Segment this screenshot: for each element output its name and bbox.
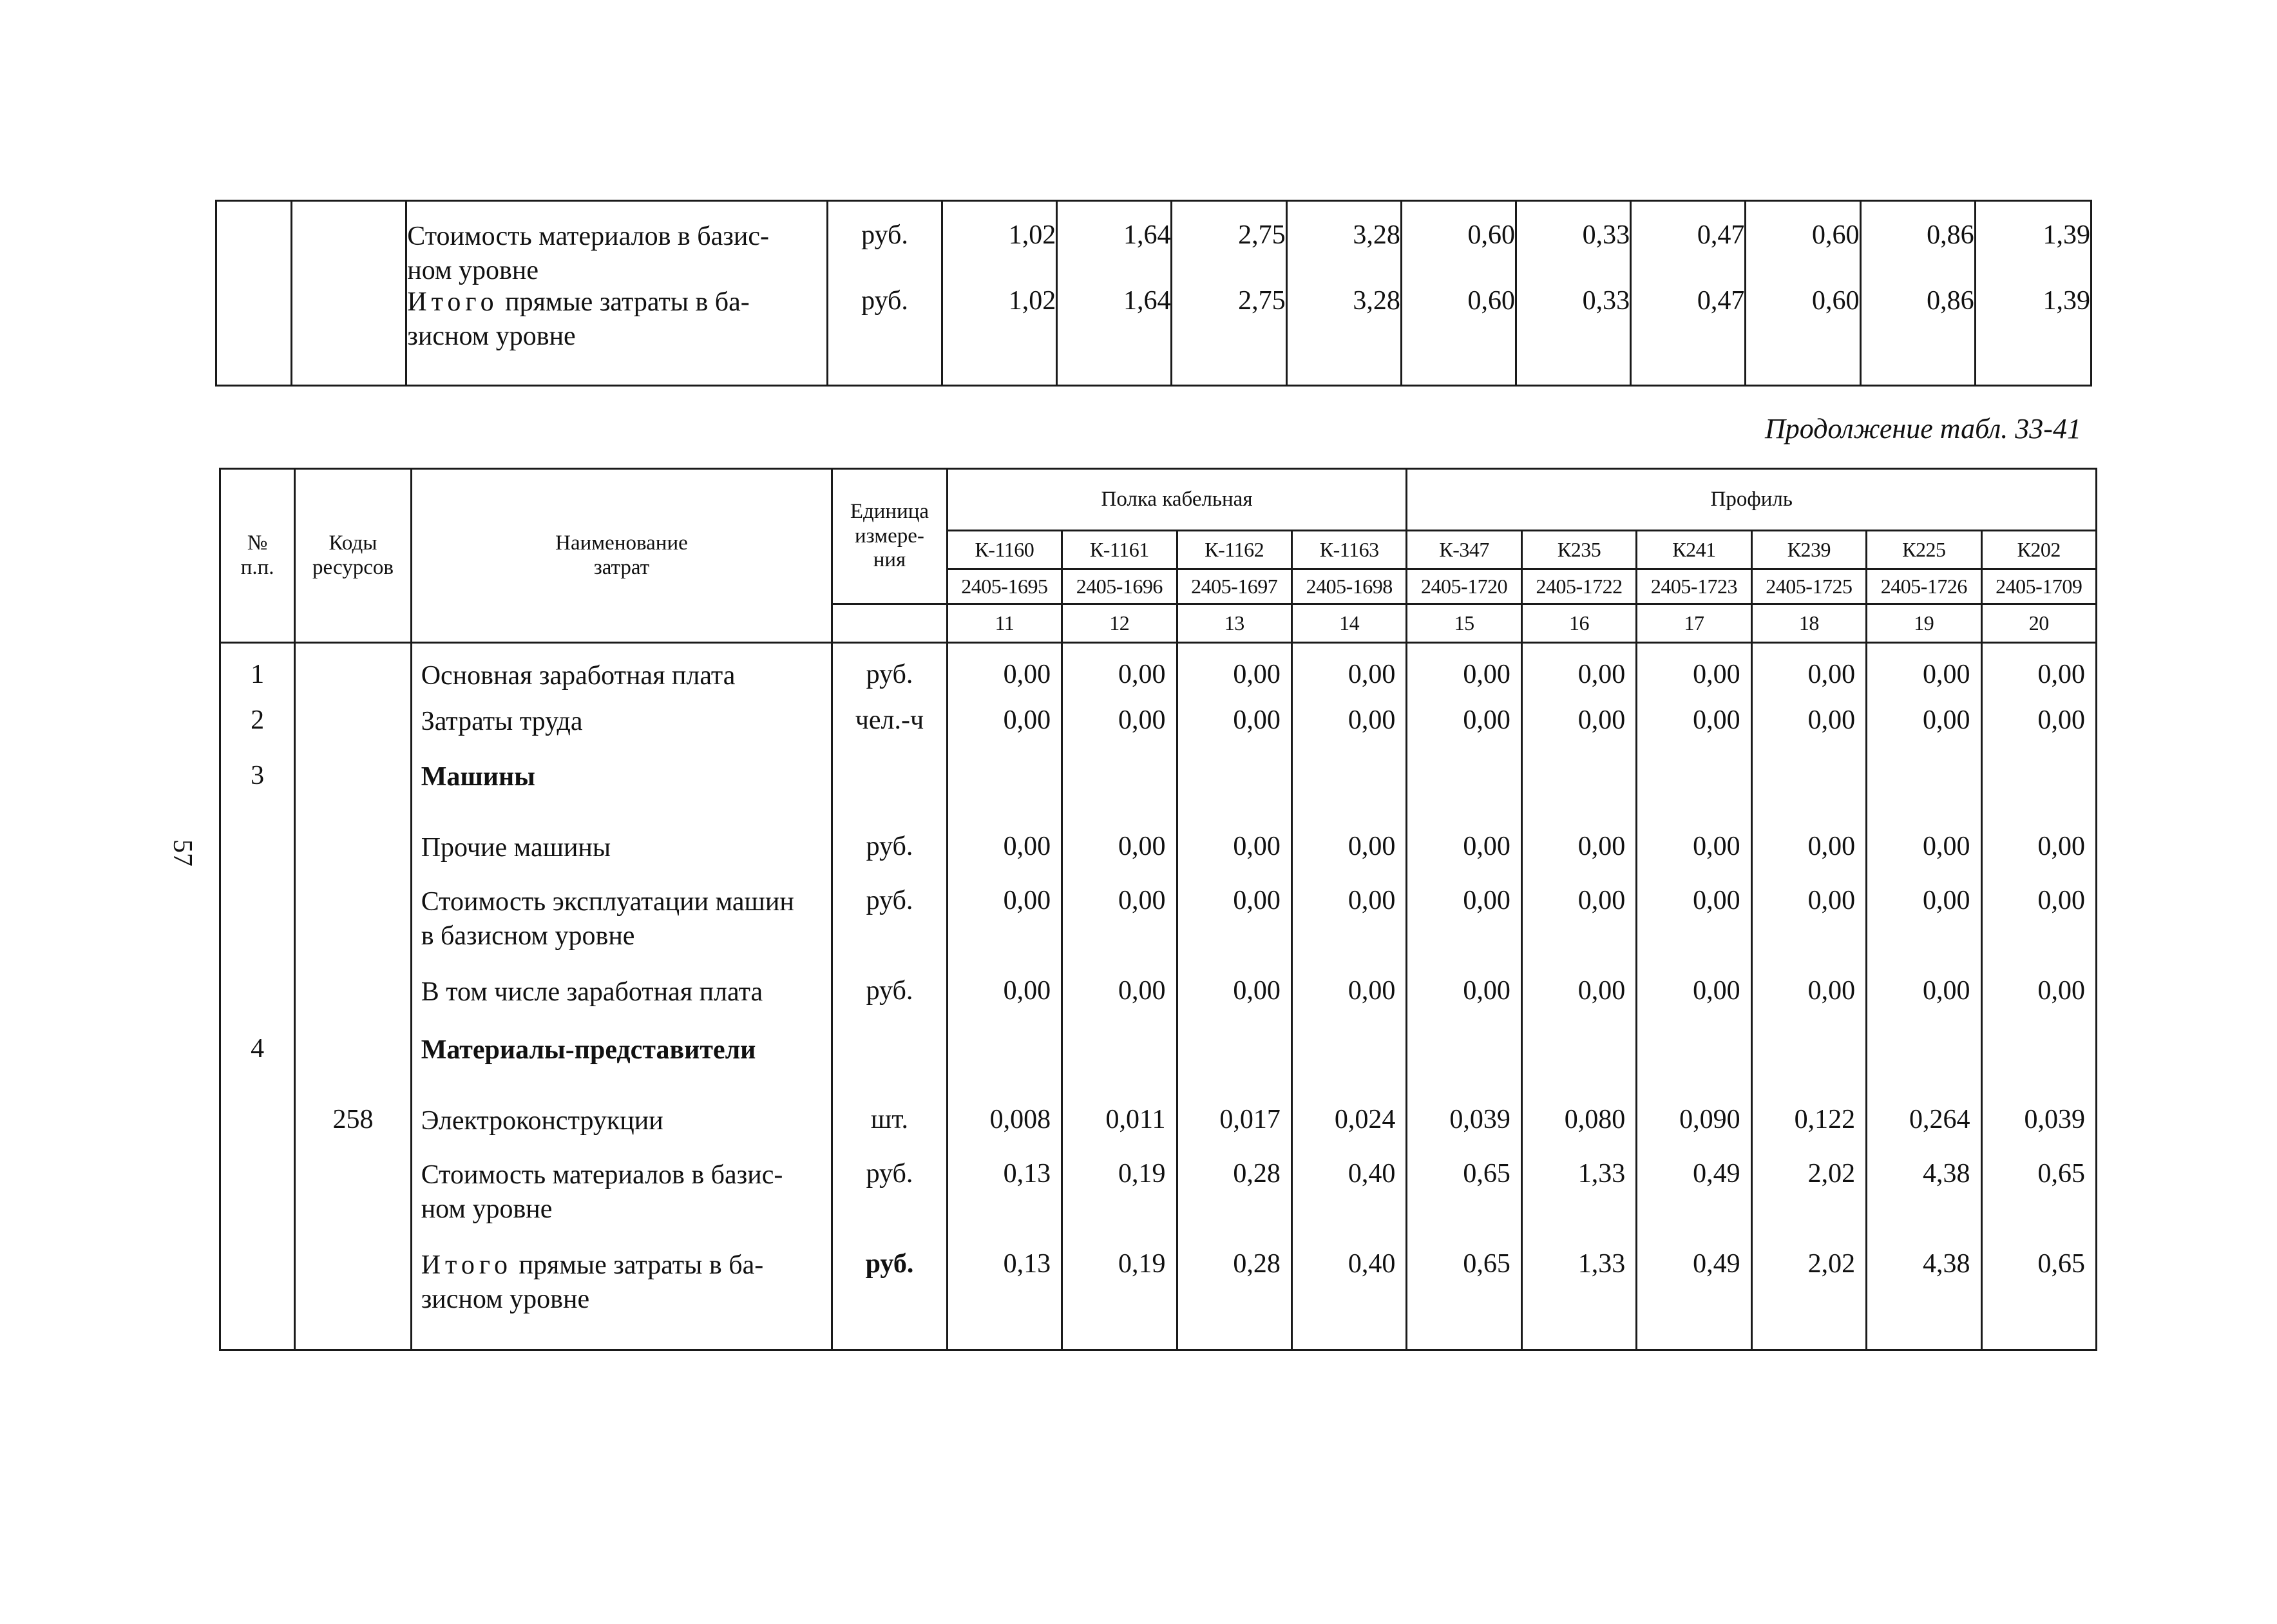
value-cell: 0,00: [1062, 969, 1177, 1027]
value-cell: 0,00: [1867, 643, 1981, 698]
value-cell: 0,00: [1291, 643, 1406, 698]
row-number: [220, 1242, 295, 1350]
value-cell: 0,00: [1521, 879, 1636, 969]
value-cell: 1,33: [1521, 1152, 1636, 1242]
header-codes-line2: ресурсов: [312, 555, 394, 579]
top-row2-value: 3,28: [1353, 286, 1400, 316]
header-column-index: 16: [1521, 604, 1636, 643]
top-row1-name-line2: ном уровне: [407, 256, 538, 286]
top-row2-value: 0,86: [1927, 286, 1974, 316]
row-number: 4: [220, 1027, 295, 1098]
top-row2-value: 1,02: [1008, 286, 1056, 316]
unit-of-measure: руб.: [832, 1152, 947, 1242]
cost-name: [411, 879, 832, 969]
value-cell: [1521, 754, 1636, 825]
value-cell: 0,00: [947, 698, 1062, 754]
value-cell: 0,00: [1637, 643, 1751, 698]
value-cell: 0,00: [1062, 825, 1177, 879]
top-row2-name-prefix: Итого: [407, 287, 499, 317]
value-cell: [1751, 754, 1866, 825]
header-column-ref: 2405-1696: [1062, 569, 1177, 604]
value-cell: 4,38: [1867, 1152, 1981, 1242]
value-cell: 0,00: [947, 825, 1062, 879]
top-row1-value: 0,86: [1927, 220, 1974, 250]
cost-name: [411, 825, 832, 879]
main-table: [219, 468, 2097, 1351]
row-number: [220, 1152, 295, 1242]
header-column-code: К-1161: [1062, 531, 1177, 569]
top-row1-value: 3,28: [1353, 220, 1400, 250]
header-group-profile: Профиль: [1407, 469, 2097, 531]
header-column-index: 15: [1407, 604, 1521, 643]
cost-name: [411, 1098, 832, 1152]
unit-of-measure: руб.: [832, 969, 947, 1027]
value-cell: 0,00: [1981, 643, 2097, 698]
value-cell: 0,19: [1062, 1242, 1177, 1350]
top-row1-value: 2,75: [1238, 220, 1286, 250]
value-cell: [1062, 754, 1177, 825]
unit-of-measure: руб.: [832, 643, 947, 698]
resource-code: [295, 1242, 411, 1350]
header-column-index: 13: [1177, 604, 1291, 643]
header-column-ref: 2405-1697: [1177, 569, 1291, 604]
value-cell: 0,011: [1062, 1098, 1177, 1152]
resource-code: [295, 1027, 411, 1098]
header-column-ref: 2405-1720: [1407, 569, 1521, 604]
resource-code: [295, 754, 411, 825]
cost-name: [411, 1027, 832, 1098]
top-row1-value: 0,60: [1812, 220, 1860, 250]
header-group-cable-shelf: Полка кабельная: [947, 469, 1407, 531]
value-cell: 0,49: [1637, 1152, 1751, 1242]
header-column-ref: 2405-1723: [1637, 569, 1751, 604]
top-row1-unit: руб.: [861, 220, 908, 250]
header-name-line1: Наименование: [555, 531, 688, 555]
unit-of-measure: [832, 754, 947, 825]
cost-name-line2: в базисном уровне: [421, 921, 635, 951]
top-value-col-3: [1172, 201, 1286, 386]
header-column-ref: 2405-1709: [1981, 569, 2097, 604]
cost-name-line1: Стоимость материалов в базис-: [421, 1160, 783, 1190]
top-row1-value: 1,02: [1008, 220, 1056, 250]
value-cell: 0,00: [1407, 969, 1521, 1027]
cost-name-line1: прямые затраты в ба-: [512, 1250, 764, 1280]
value-cell: 0,080: [1521, 1098, 1636, 1152]
value-cell: 0,039: [1407, 1098, 1521, 1152]
top-value-col-10: [1975, 201, 2091, 386]
value-cell: 0,00: [1867, 879, 1981, 969]
table-row: [220, 1027, 2097, 1098]
cost-name: [411, 1152, 832, 1242]
value-cell: [1637, 754, 1751, 825]
value-cell: 0,19: [1062, 1152, 1177, 1242]
value-cell: 0,00: [1062, 698, 1177, 754]
cost-name-line1: Основная заработная плата: [421, 661, 736, 691]
header-column-code: К-1160: [947, 531, 1062, 569]
value-cell: 0,00: [1751, 698, 1866, 754]
value-cell: 0,49: [1637, 1242, 1751, 1350]
value-cell: 0,00: [1751, 825, 1866, 879]
top-value-col-2: [1057, 201, 1172, 386]
value-cell: 0,00: [1981, 825, 2097, 879]
header-column-ref: 2405-1722: [1521, 569, 1636, 604]
value-cell: 0,00: [1521, 969, 1636, 1027]
header-column-ref: 2405-1725: [1751, 569, 1866, 604]
row-number: [220, 1098, 295, 1152]
value-cell: [1177, 754, 1291, 825]
table-row: [220, 754, 2097, 825]
header-column-code: К239: [1751, 531, 1866, 569]
value-cell: 0,00: [947, 643, 1062, 698]
value-cell: 0,00: [1407, 643, 1521, 698]
top-row1-name-line1: Стоимость материалов в базис-: [407, 222, 769, 251]
top-unit-cell: [827, 201, 942, 386]
header-column-ref: 2405-1695: [947, 569, 1062, 604]
top-value-col-1: [942, 201, 1057, 386]
value-cell: 0,00: [1291, 825, 1406, 879]
value-cell: [1521, 1027, 1636, 1098]
top-row2-name-line2: зисном уровне: [407, 321, 576, 352]
value-cell: [1981, 754, 2097, 825]
cost-name: [411, 643, 832, 698]
header-column-code: К-1163: [1291, 531, 1406, 569]
value-cell: 0,00: [1177, 825, 1291, 879]
table-row: [220, 1152, 2097, 1242]
value-cell: 0,090: [1637, 1098, 1751, 1152]
header-unit-index-cell: [832, 604, 947, 643]
value-cell: 0,00: [1291, 698, 1406, 754]
value-cell: 0,40: [1291, 1152, 1406, 1242]
top-row2-name-line1: прямые затраты в ба-: [498, 287, 750, 317]
value-cell: 0,65: [1407, 1242, 1521, 1350]
value-cell: 0,00: [1177, 879, 1291, 969]
unit-of-measure: руб.: [832, 879, 947, 969]
value-cell: 0,017: [1177, 1098, 1291, 1152]
resource-code: [295, 825, 411, 879]
value-cell: 0,00: [1177, 969, 1291, 1027]
resource-code: [295, 1152, 411, 1242]
top-row2-unit: руб.: [861, 286, 908, 316]
value-cell: [947, 754, 1062, 825]
page-number: 57: [167, 839, 197, 866]
top-row1-value: 0,47: [1697, 220, 1745, 250]
header-column-index: 14: [1291, 604, 1406, 643]
value-cell: 0,264: [1867, 1098, 1981, 1152]
top-row2-value: 1,64: [1123, 286, 1171, 316]
top-name-cell: [406, 201, 828, 386]
value-cell: 0,00: [1981, 969, 2097, 1027]
value-cell: [1291, 1027, 1406, 1098]
table-row: [220, 643, 2097, 698]
unit-of-measure: шт.: [832, 1098, 947, 1152]
value-cell: 0,65: [1981, 1152, 2097, 1242]
value-cell: [1291, 754, 1406, 825]
header-unit-line1: Единица: [850, 499, 929, 523]
header-column-index: 19: [1867, 604, 1981, 643]
value-cell: 0,00: [1637, 698, 1751, 754]
cost-name: [411, 969, 832, 1027]
header-num-line2: п.п.: [240, 555, 274, 579]
cost-name-line1: Электроконструкции: [421, 1105, 663, 1136]
value-cell: 0,039: [1981, 1098, 2097, 1152]
top-value-col-5: [1401, 201, 1516, 386]
value-cell: 0,00: [947, 879, 1062, 969]
value-cell: 2,02: [1751, 1152, 1866, 1242]
cost-name-line2: ном уровне: [421, 1194, 553, 1224]
table-row: [220, 1098, 2097, 1152]
value-cell: 0,00: [1751, 643, 1866, 698]
value-cell: 0,00: [1867, 969, 1981, 1027]
value-cell: 0,28: [1177, 1242, 1291, 1350]
value-cell: 2,02: [1751, 1242, 1866, 1350]
value-cell: 0,00: [1751, 879, 1866, 969]
value-cell: [1407, 754, 1521, 825]
unit-of-measure: руб.: [832, 825, 947, 879]
value-cell: [1867, 1027, 1981, 1098]
header-num: [220, 469, 295, 643]
cost-name-line1: Машины: [421, 761, 535, 792]
value-cell: [1177, 1027, 1291, 1098]
header-column-code: К225: [1867, 531, 1981, 569]
top-value-col-7: [1631, 201, 1746, 386]
value-cell: 0,00: [947, 969, 1062, 1027]
value-cell: [1981, 1027, 2097, 1098]
table-row: [220, 879, 2097, 969]
value-cell: 0,00: [1637, 825, 1751, 879]
header-name: [411, 469, 832, 643]
cost-name: [411, 754, 832, 825]
header-column-code: К241: [1637, 531, 1751, 569]
resource-code: [295, 879, 411, 969]
header-unit: [832, 469, 947, 604]
value-cell: 4,38: [1867, 1242, 1981, 1350]
header-num-line1: №: [247, 531, 268, 555]
unit-of-measure: [832, 1027, 947, 1098]
top-value-col-8: [1746, 201, 1860, 386]
top-row2-value: 0,60: [1812, 286, 1860, 316]
top-row2-value: 1,39: [2043, 286, 2090, 316]
table-row: [220, 1242, 2097, 1350]
table-row: [220, 698, 2097, 754]
top-table: [215, 200, 2092, 387]
value-cell: [1062, 1027, 1177, 1098]
row-number: 2: [220, 698, 295, 754]
value-cell: 0,13: [947, 1152, 1062, 1242]
resource-code: [295, 969, 411, 1027]
row-number: 1: [220, 643, 295, 698]
header-column-code: К-1162: [1177, 531, 1291, 569]
value-cell: 0,00: [1407, 825, 1521, 879]
value-cell: 0,40: [1291, 1242, 1406, 1350]
top-row1-value: 0,33: [1582, 220, 1630, 250]
header-unit-line2: измере-: [854, 524, 924, 548]
header-codes-line1: Коды: [329, 531, 377, 555]
value-cell: 0,00: [1291, 879, 1406, 969]
value-cell: [1751, 1027, 1866, 1098]
cost-name-line1: Материалы-представители: [421, 1035, 756, 1065]
value-cell: 0,008: [947, 1098, 1062, 1152]
value-cell: 0,00: [1637, 879, 1751, 969]
row-number: [220, 825, 295, 879]
value-cell: 0,00: [1521, 698, 1636, 754]
value-cell: 0,00: [1981, 698, 2097, 754]
value-cell: 0,65: [1981, 1242, 2097, 1350]
top-num-cell: [216, 201, 292, 386]
value-cell: 0,00: [1751, 969, 1866, 1027]
value-cell: 0,00: [1867, 698, 1981, 754]
value-cell: 0,00: [1521, 643, 1636, 698]
unit-of-measure: чел.-ч: [832, 698, 947, 754]
value-cell: 0,00: [1637, 969, 1751, 1027]
unit-of-measure: руб.: [832, 1242, 947, 1350]
value-cell: 0,00: [1867, 825, 1981, 879]
header-column-index: 18: [1751, 604, 1866, 643]
value-cell: 0,00: [1177, 643, 1291, 698]
cost-name-line1: Затраты труда: [421, 706, 583, 736]
top-row1-value: 1,39: [2043, 220, 2090, 250]
row-number: [220, 969, 295, 1027]
header-column-code: К235: [1521, 531, 1636, 569]
resource-code: [295, 643, 411, 698]
value-cell: 0,024: [1291, 1098, 1406, 1152]
cost-name: [411, 1242, 832, 1350]
value-cell: 0,00: [1521, 825, 1636, 879]
value-cell: 1,33: [1521, 1242, 1636, 1350]
row-number: [220, 879, 295, 969]
top-row2-value: 0,33: [1582, 286, 1630, 316]
value-cell: [1407, 1027, 1521, 1098]
table-continuation-caption: Продолжение табл. 33-41: [1765, 413, 2081, 444]
value-cell: [1637, 1027, 1751, 1098]
header-column-code: К-347: [1407, 531, 1521, 569]
top-value-col-4: [1286, 201, 1401, 386]
value-cell: [1867, 754, 1981, 825]
top-row2-value: 2,75: [1238, 286, 1286, 316]
cost-name-line1: Прочие машины: [421, 832, 611, 863]
value-cell: 0,00: [1062, 879, 1177, 969]
top-row1-value: 0,60: [1467, 220, 1515, 250]
cost-name: [411, 698, 832, 754]
value-cell: 0,65: [1407, 1152, 1521, 1242]
top-value-col-9: [1860, 201, 1975, 386]
value-cell: 0,28: [1177, 1152, 1291, 1242]
header-column-code: К202: [1981, 531, 2097, 569]
table-row: [220, 825, 2097, 879]
cost-name-line1: В том числе заработная плата: [421, 977, 763, 1007]
header-name-line2: затрат: [593, 555, 650, 579]
header-column-ref: 2405-1726: [1867, 569, 1981, 604]
cost-name-line1: Стоимость эксплуатации машин: [421, 886, 794, 917]
resource-code: [295, 698, 411, 754]
header-column-index: 11: [947, 604, 1062, 643]
header-unit-line3: ния: [873, 548, 906, 572]
header-column-index: 12: [1062, 604, 1177, 643]
value-cell: [947, 1027, 1062, 1098]
header-column-ref: 2405-1698: [1291, 569, 1406, 604]
cost-name-line2: зисном уровне: [421, 1284, 590, 1314]
table-row: [220, 969, 2097, 1027]
top-row2-value: 0,60: [1467, 286, 1515, 316]
value-cell: 0,00: [1291, 969, 1406, 1027]
value-cell: 0,00: [1062, 643, 1177, 698]
header-codes: [295, 469, 411, 643]
value-cell: 0,00: [1407, 879, 1521, 969]
top-row2-value: 0,47: [1697, 286, 1745, 316]
resource-code: 258: [295, 1098, 411, 1152]
value-cell: 0,00: [1177, 698, 1291, 754]
top-code-cell: [292, 201, 406, 386]
cost-name-prefix: Итого: [421, 1250, 512, 1280]
row-number: 3: [220, 754, 295, 825]
value-cell: 0,00: [1407, 698, 1521, 754]
top-row1-value: 1,64: [1123, 220, 1171, 250]
value-cell: 0,00: [1981, 879, 2097, 969]
header-column-index: 20: [1981, 604, 2097, 643]
top-value-col-6: [1516, 201, 1630, 386]
header-column-index: 17: [1637, 604, 1751, 643]
value-cell: 0,122: [1751, 1098, 1866, 1152]
value-cell: 0,13: [947, 1242, 1062, 1350]
